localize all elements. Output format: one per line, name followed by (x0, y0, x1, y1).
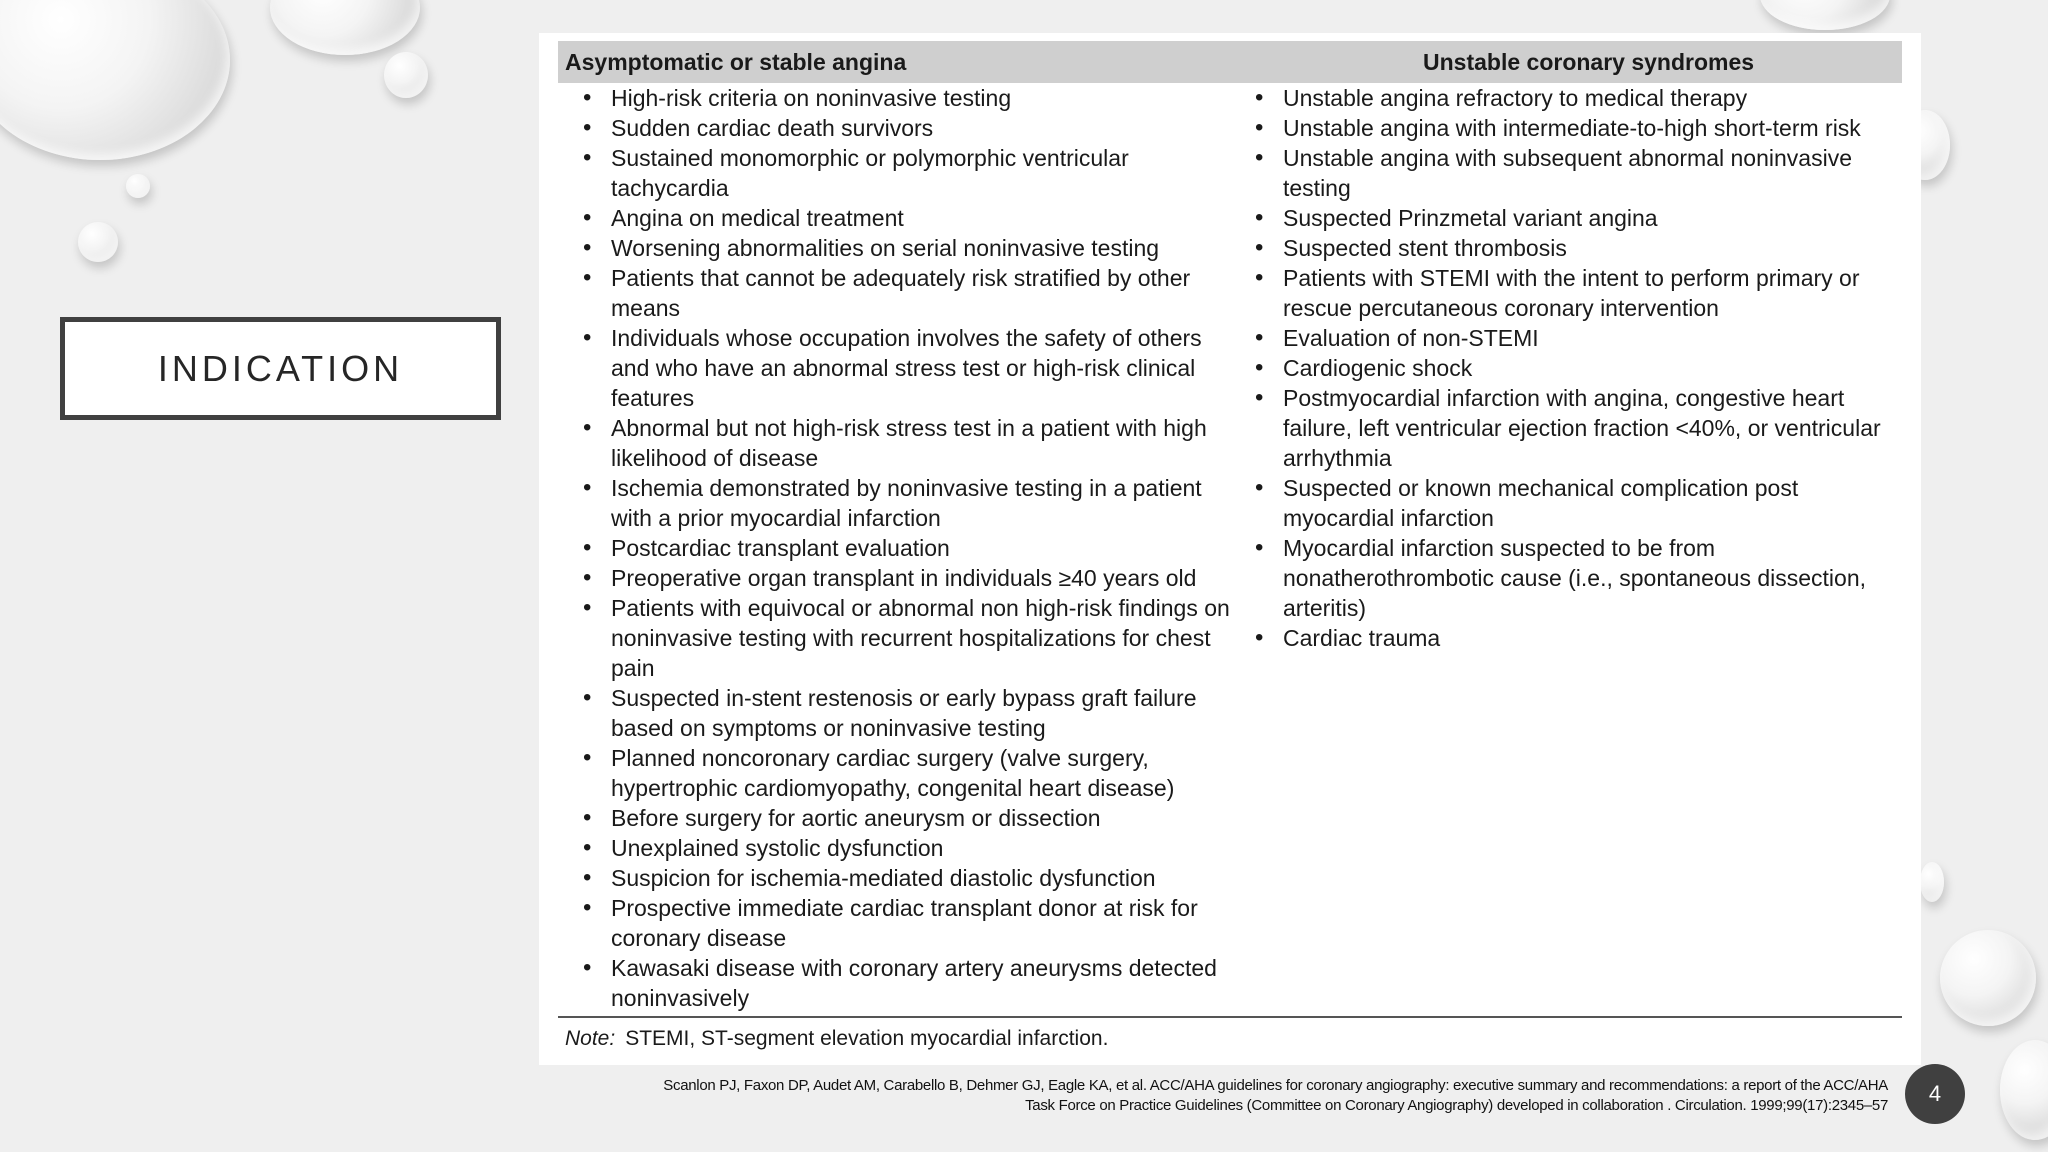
list-item: • Suspected Prinzmetal variant angina (1255, 203, 1915, 233)
citation-line-1: Scanlon PJ, Faxon DP, Audet AM, Carabello B, Dehmer GJ, Eagle KA, et al. ACC/AHA guidelines for coronary angiography: executive summary and recommendations: a report of the ACC/AHA (663, 1077, 1888, 1094)
page-number: 4 (1928, 1081, 1942, 1106)
list-item: • Planned noncoronary cardiac surgery (valve surgery, hypertrophic cardiomyopathy, congenital heart disease) (583, 743, 1243, 803)
water-drop-decoration (0, 0, 230, 160)
water-drop-decoration (1760, 0, 1890, 30)
list-item: • Suspicion for ischemia-mediated diastolic dysfunction (583, 863, 1243, 893)
list-item: • Ischemia demonstrated by noninvasive testing in a patient with a prior myocardial infarction (583, 473, 1243, 533)
list-item: • Suspected stent thrombosis (1255, 233, 1915, 263)
list-item: • Sustained monomorphic or polymorphic ventricular tachycardia (583, 143, 1243, 203)
list-item: • Patients with STEMI with the intent to perform primary or rescue percutaneous coronary intervention (1255, 263, 1915, 323)
list-item: • Suspected in-stent restenosis or early bypass graft failure based on symptoms or noninvasive testing (583, 683, 1243, 743)
water-drop-decoration (78, 222, 118, 262)
list-item: • Unstable angina refractory to medical therapy (1255, 83, 1915, 113)
water-drop-decoration (270, 0, 420, 55)
water-drop-decoration (1940, 930, 2036, 1026)
list-item: • Before surgery for aortic aneurysm or dissection (583, 803, 1243, 833)
list-item: • Sudden cardiac death survivors (583, 113, 1243, 143)
list-item: • Cardiac trauma (1255, 623, 1915, 653)
list-item: • Kawasaki disease with coronary artery aneurysms detected noninvasively (583, 953, 1243, 1013)
water-drop-decoration (384, 52, 428, 98)
list-item: • High-risk criteria on noninvasive testing (583, 83, 1243, 113)
indication-table (539, 33, 1921, 1065)
list-item: • Prospective immediate cardiac transplant donor at risk for coronary disease (583, 893, 1243, 953)
list-item: • Cardiogenic shock (1255, 353, 1915, 383)
table-bottom-rule (558, 1016, 1902, 1018)
water-drop-decoration (1920, 862, 1944, 902)
list-item: • Postcardiac transplant evaluation (583, 533, 1243, 563)
list-item: • Angina on medical treatment (583, 203, 1243, 233)
note-text: STEMI, ST-segment elevation myocardial infarction. (625, 1027, 1109, 1050)
list-item: • Myocardial infarction suspected to be from nonatherothrombotic cause (i.e., spontaneous dissection, arteritis) (1255, 533, 1915, 623)
table-header-row (558, 41, 1902, 83)
header-stable-angina: Asymptomatic or stable angina (565, 49, 907, 75)
table-note (565, 1025, 1108, 1053)
water-drop-decoration (2000, 1040, 2048, 1140)
note-label: Note: (565, 1027, 616, 1050)
list-item: • Preoperative organ transplant in individuals ≥40 years old (583, 563, 1243, 593)
list-item: • Patients with equivocal or abnormal non high-risk findings on noninvasive testing with recurrent hospitalizations for chest pain (583, 593, 1243, 683)
citation (488, 1076, 1888, 1116)
slide-title-box (60, 317, 501, 420)
list-item: • Evaluation of non-STEMI (1255, 323, 1915, 353)
list-item: • Unexplained systolic dysfunction (583, 833, 1243, 863)
list-item: • Individuals whose occupation involves the safety of others and who have an abnormal stress test or high-risk clinical features (583, 323, 1243, 413)
list-item: • Worsening abnormalities on serial noninvasive testing (583, 233, 1243, 263)
list-item: • Suspected or known mechanical complication post myocardial infarction (1255, 473, 1915, 533)
stable-angina-list (583, 83, 1243, 1013)
unstable-syndromes-list (1255, 83, 1915, 653)
list-item: • Patients that cannot be adequately risk stratified by other means (583, 263, 1243, 323)
slide-title: INDICATION (157, 347, 404, 389)
citation-line-2: Task Force on Practice Guidelines (Committee on Coronary Angiography) developed in collaboration . Circulation. 1999;99(17):2345–57 (1025, 1097, 1888, 1114)
list-item: • Abnormal but not high-risk stress test in a patient with high likelihood of disease (583, 413, 1243, 473)
list-item: • Postmyocardial infarction with angina, congestive heart failure, left ventricular ejection fraction <40%, or ventricular arrhythmia (1255, 383, 1915, 473)
page-number-badge (1905, 1064, 1965, 1124)
header-unstable-syndromes: Unstable coronary syndromes (1423, 49, 1755, 75)
list-item: • Unstable angina with subsequent abnormal noninvasive testing (1255, 143, 1915, 203)
water-drop-decoration (126, 174, 150, 198)
list-item: • Unstable angina with intermediate-to-high short-term risk (1255, 113, 1915, 143)
